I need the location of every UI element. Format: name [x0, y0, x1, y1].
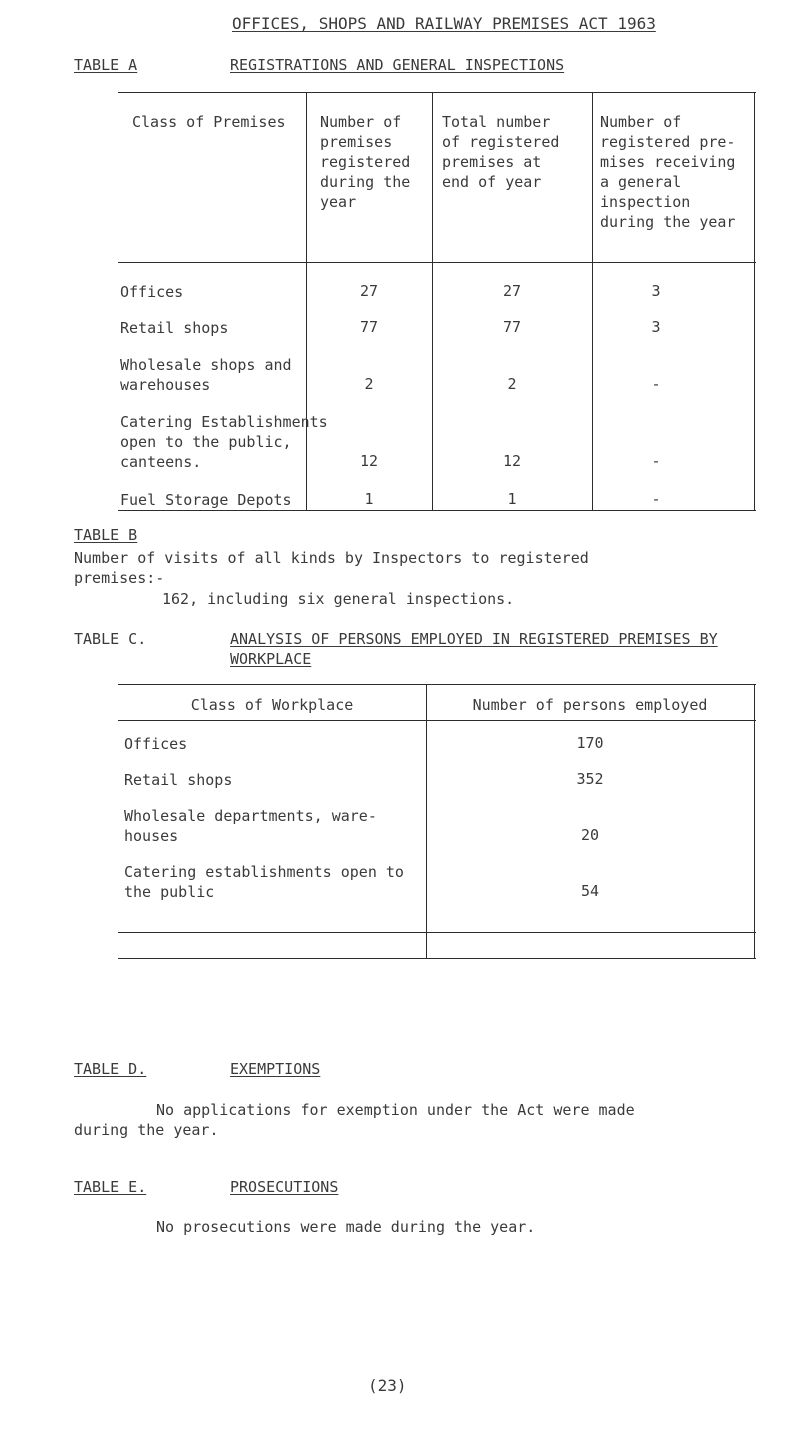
- table-e-label: TABLE E.: [74, 1178, 147, 1196]
- table-d-heading: EXEMPTIONS: [230, 1060, 321, 1078]
- table-a-header-inspected: Number of registered pre- mises receiving a general inspection during the year: [600, 113, 736, 231]
- table-cell: 170: [576, 734, 604, 752]
- table-d-text: No applications for exemption under the Act were made during the year.: [74, 1101, 635, 1139]
- table-c-header-count: Number of persons employed: [472, 696, 708, 714]
- table-row: Retail shops: [124, 771, 233, 789]
- table-row: Catering establishments open to the public: [124, 863, 404, 901]
- table-row: Wholesale shops and warehouses: [120, 356, 292, 394]
- table-d-label: TABLE D.: [74, 1060, 147, 1078]
- table-cell: 27: [359, 282, 379, 300]
- table-cell: 77: [359, 318, 379, 336]
- table-row: Catering Establishments open to the public, canteens.: [120, 413, 328, 471]
- table-row: Offices: [120, 283, 184, 301]
- table-cell: 54: [580, 882, 600, 900]
- table-cell: -: [651, 490, 661, 508]
- table-cell: 20: [580, 826, 600, 844]
- table-a-header-class: Class of Premises: [132, 113, 286, 131]
- table-cell: 1: [364, 490, 374, 508]
- table-c-header-class: Class of Workplace: [190, 696, 354, 714]
- table-c-heading: ANALYSIS OF PERSONS EMPLOYED IN REGISTERED PREMISES BY: [230, 630, 718, 648]
- page-title: OFFICES, SHOPS AND RAILWAY PREMISES ACT 1963: [232, 14, 656, 33]
- table-row: Retail shops: [120, 319, 229, 337]
- table-cell: 3: [651, 282, 661, 300]
- table-cell: 27: [502, 282, 522, 300]
- table-cell: 77: [502, 318, 522, 336]
- table-b-text: Number of visits of all kinds by Inspectors to registered premises:-: [74, 549, 589, 587]
- table-a-header-registered: Number of premises registered during the year: [320, 113, 411, 211]
- table-cell: 1: [507, 490, 517, 508]
- table-b-label: TABLE B: [74, 526, 138, 544]
- table-a-header-total: Total number of registered premises at end of year: [442, 113, 560, 191]
- table-cell: 3: [651, 318, 661, 336]
- table-cell: 2: [507, 375, 517, 393]
- table-cell: -: [651, 375, 661, 393]
- table-cell: 12: [359, 452, 379, 470]
- table-row: Fuel Storage Depots: [120, 491, 292, 509]
- table-e-heading: PROSECUTIONS: [230, 1178, 339, 1196]
- table-b-detail: 162, including six general inspections.: [162, 590, 515, 608]
- table-cell: 12: [502, 452, 522, 470]
- table-e-text: No prosecutions were made during the year.: [156, 1218, 536, 1236]
- table-row: Wholesale departments, ware- houses: [124, 807, 377, 845]
- page-number: (23): [368, 1376, 407, 1395]
- table-c-label: TABLE C.: [74, 630, 147, 648]
- table-row: Offices: [124, 735, 188, 753]
- table-c-heading-2: WORKPLACE: [230, 650, 312, 668]
- table-cell: -: [651, 452, 661, 470]
- table-a-heading: REGISTRATIONS AND GENERAL INSPECTIONS: [230, 56, 565, 74]
- table-cell: 2: [364, 375, 374, 393]
- table-a-label: TABLE A: [74, 56, 138, 74]
- table-cell: 352: [576, 770, 604, 788]
